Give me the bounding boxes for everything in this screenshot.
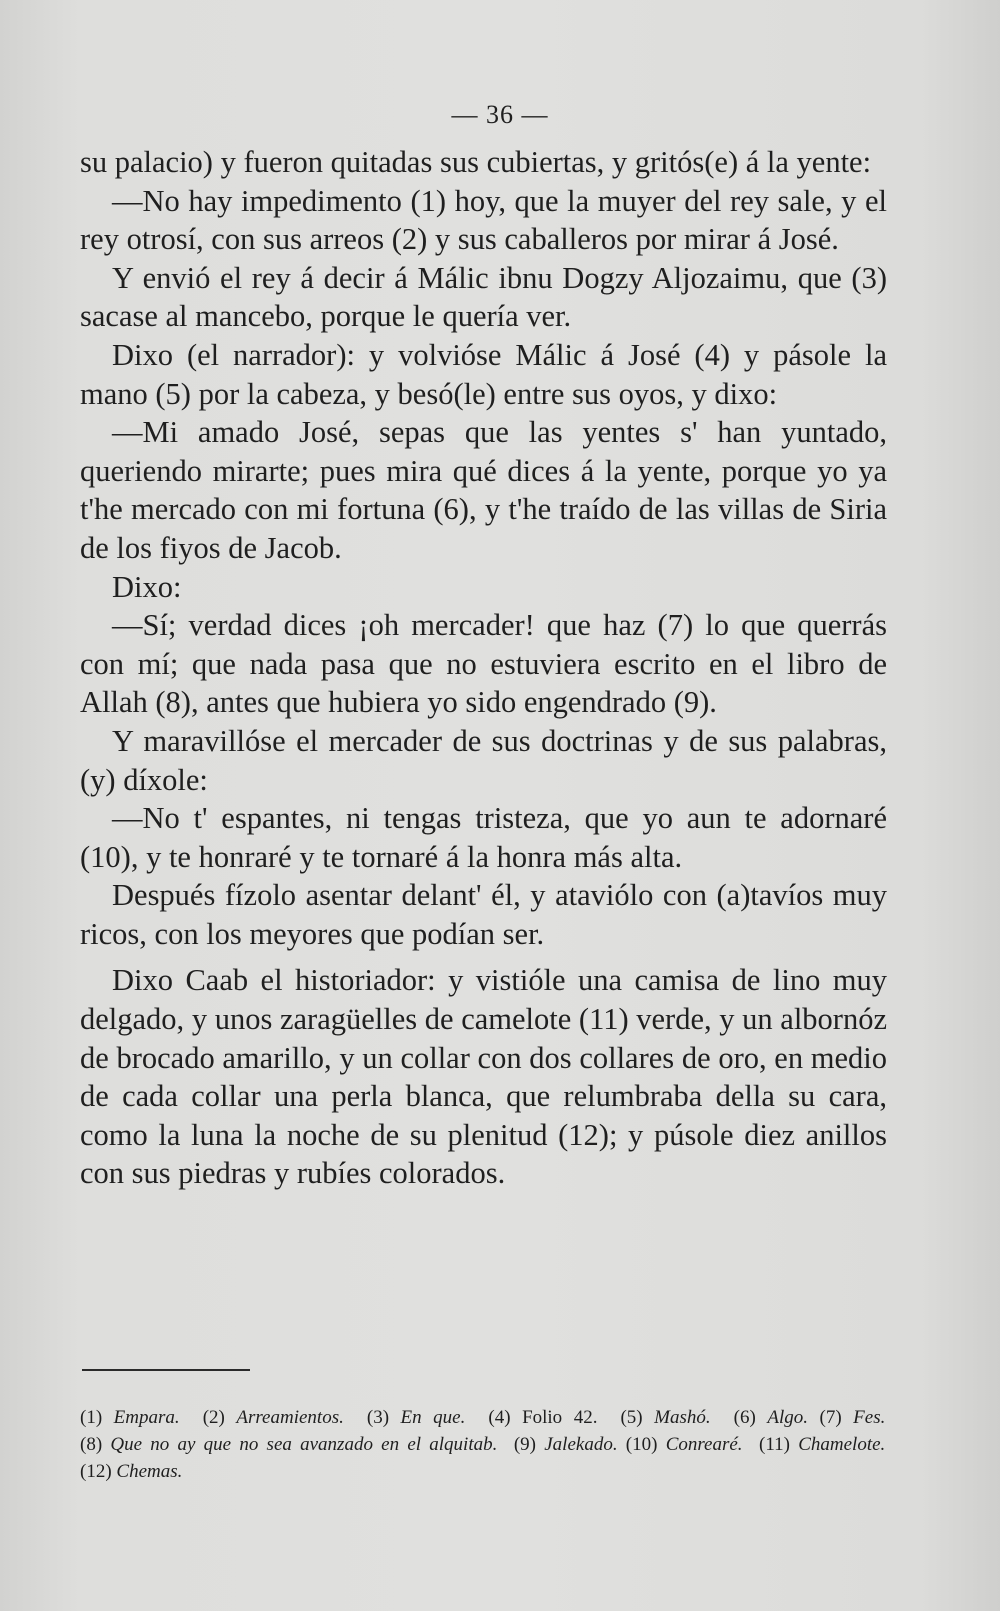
footnote-text: Que no ay que no sea avanzado en el alquitab. bbox=[110, 1434, 498, 1455]
footnote-number: (1) bbox=[80, 1407, 103, 1428]
footnote-text: Arreamientos. bbox=[236, 1407, 344, 1428]
footnote-text: Fes. bbox=[853, 1407, 886, 1428]
footnote-text: Mashó. bbox=[654, 1407, 711, 1428]
footnote bbox=[820, 1407, 886, 1428]
footnote bbox=[80, 1407, 180, 1428]
footnote-number: (7) bbox=[819, 1407, 842, 1428]
footnote bbox=[734, 1407, 808, 1428]
paragraph: Y envió el rey á decir á Málic ibnu Dogzy Aljozaimu, que (3) sacase al mancebo, porque le quería ver. bbox=[80, 260, 887, 334]
footnote-text: Jalekado. bbox=[544, 1434, 618, 1455]
footnote-number: (2) bbox=[202, 1407, 225, 1428]
paragraph: Dixo Caab el historiador: y vistióle una camisa de lino muy delgado, y unos zaragüelles de camelote (11) verde, y un albornóz de brocado amarillo, y un collar con dos collares de oro, en medio de cada collar una perla blanca, que relumbraba della su cara, como la luna la noche de su plenitud (12); y púsole diez anillos con sus piedras y rubíes colorados. bbox=[80, 963, 887, 1191]
paragraph: —No hay impedimento (1) hoy, que la muyer del rey sale, y el rey otrosí, con sus arreos (2) y sus caballeros por mirar á José. bbox=[80, 183, 887, 257]
footnote-text: Folio 42. bbox=[522, 1407, 598, 1428]
paragraph: su palacio) y fueron quitadas sus cubiertas, y gritós(e) á la yente: bbox=[80, 145, 872, 179]
paragraph: Y maravillóse el mercader de sus doctrinas y de sus palabras, (y) díxole: bbox=[80, 723, 887, 797]
paragraph: Dixo: bbox=[112, 569, 182, 604]
footnote bbox=[80, 1434, 497, 1455]
paragraph: Dixo (el narrador): y volvióse Málic á José (4) y pásole la mano (5) por la cabeza, y besó(le) entre sus oyos, y dixo: bbox=[80, 337, 887, 411]
footnote-number: (10) bbox=[625, 1434, 658, 1455]
footnotes bbox=[80, 1404, 890, 1485]
footnote-text: En que. bbox=[400, 1407, 466, 1428]
footnote-number: (8) bbox=[80, 1434, 103, 1455]
paragraph: Después fízolo asentar delant' él, y ataviólo con (a)tavíos muy ricos, con los meyores que podían ser. bbox=[80, 878, 887, 951]
footnote-number: (3) bbox=[366, 1407, 390, 1428]
footnote-number: (4) bbox=[488, 1407, 511, 1428]
footnote-number: (9) bbox=[513, 1434, 536, 1455]
footnote-text: Conrearé. bbox=[665, 1434, 743, 1455]
footnote-number: (5) bbox=[620, 1407, 643, 1428]
footnote bbox=[80, 1461, 182, 1482]
footnote-text: Empara. bbox=[113, 1407, 180, 1428]
footnote bbox=[203, 1407, 344, 1428]
footnote-number: (12) bbox=[80, 1461, 112, 1482]
footnote-text: Chemas. bbox=[116, 1461, 183, 1482]
footnote bbox=[367, 1407, 465, 1428]
footnote-number: (11) bbox=[759, 1434, 790, 1455]
page-number: — 36 — bbox=[451, 100, 549, 129]
footnote bbox=[759, 1434, 885, 1455]
footnote bbox=[514, 1434, 618, 1455]
footnote-text: Chamelote. bbox=[798, 1434, 886, 1455]
footnote bbox=[488, 1407, 597, 1428]
footnote bbox=[620, 1407, 710, 1428]
footnote-divider bbox=[82, 1369, 250, 1371]
body-text bbox=[80, 143, 887, 1193]
paragraph: —No t' espantes, ni tengas tristeza, que yo aun te adornaré (10), y te honraré y te tornaré á la honra más alta. bbox=[80, 801, 887, 874]
paragraph: —Sí; verdad dices ¡oh mercader! que haz (7) lo que querrás con mí; que nada pasa que no estuviera escrito en el libro de Allah (8), antes que hubiera yo sido engendrado (9). bbox=[80, 608, 887, 720]
paragraph: —Mi amado José, sepas que las yentes s' han yuntado, queriendo mirarte; pues mira qué dices á la yente, porque yo ya t'he mercado con mi fortuna (6), y t'he traído de las villas de Siria de los fiyos de Jacob. bbox=[80, 415, 887, 565]
footnote-text: Algo. bbox=[767, 1407, 808, 1428]
footnote-number: (6) bbox=[733, 1407, 756, 1428]
footnote bbox=[626, 1434, 743, 1455]
